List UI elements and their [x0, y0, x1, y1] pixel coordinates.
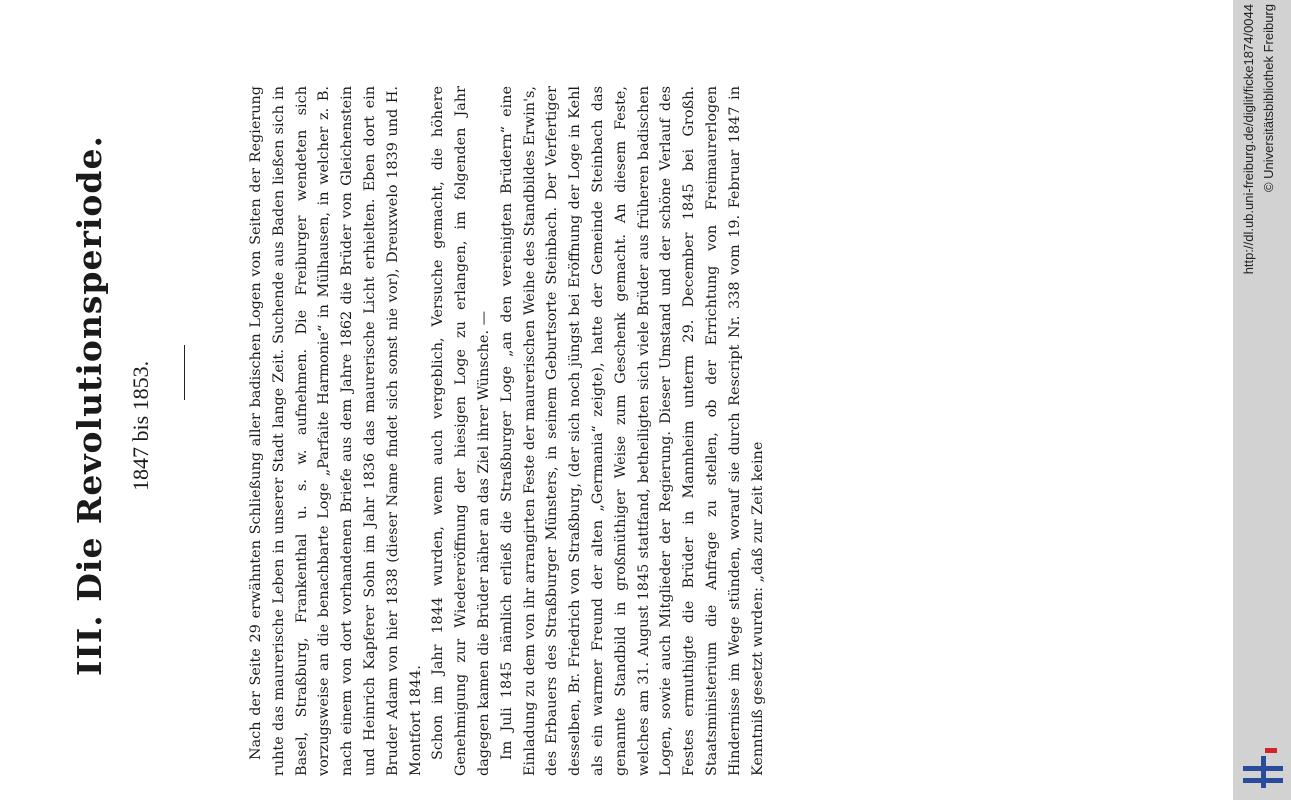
sidebar: [1233, 0, 1291, 800]
ub-freiburg-logo-icon: [1243, 748, 1283, 788]
permalink[interactable]: http://dl.ub.uni-freiburg.de/diglit/ficke1874/0044: [1241, 4, 1256, 275]
paragraph: Nach der Seite 29 erwähnten Schließung aller badischen Logen von Seiten der Regierung ruhte das maurerische Leben in unserer Stadt lange Zeit. Suchende aus Baden ließen sich in Basel, Straßburg, Frankenthal u. s. w. aufnehmen. Die Freiburger wendeten sich vorzugsweise an die benachbarte Loge „Parfaite Harmonie“ in Mülhausen, in welcher z. B. nach einem von dort vorhandenen Briefe aus dem Jahre 1862 die Brüder von Gleichenstein und Heinrich Kapferer Sohn im Jahr 1836 das maurerische Licht erhielten. Eben dort ein Bruder Adam von hier 1838 (dieser Name findet sich sonst nie vor), Dreuxwelo 1839 und H. Montfort 1844.: [248, 86, 424, 776]
paragraph: Im Juli 1845 nämlich erließ die Straßburger Loge „an den vereinigten Brüdern“ eine Einladung zu dem von ihr arrangirten Feste der maurerischen Weihe des Standbildes Erwin's, des Erbauers des Straßburger Münsters, in seinem Geburtsorte Steinbach. Der Verfertiger desselben, Br. Friedrich von Straßburg, (der sich noch jüngst bei Eröffnung der Loge in Kehl als ein warmer Freund der alten „Germania“ zeigte), hatte der Gemeinde Steinbach das genannte Standbild in großmüthiger Weise zum Geschenk gemacht. An diesem Feste, welches am 31. August 1845 stattfand, betheiligten sich viele Brüder aus früheren badischen Logen, sowie auch Mitglieder der Regierung. Dieser Umstand und der schöne Verlauf des Festes ermuthigte die Brüder in Mannheim unterm 29. December 1845 bei Großh. Staatsministerium die Anfrage zu stellen, ob der Errichtung von Freimaurerlogen Hindernisse im Wege stünden, worauf sie durch Rescript Nr. 338 vom 19. Februar 1847 in Kenntniß gesetzt wurden: „daß zur Zeit keine: [498, 86, 766, 776]
copyright-notice: © Universitätsbibliothek Freiburg: [1261, 4, 1276, 193]
paragraph: Schon im Jahr 1844 wurden, wenn auch vergeblich, Versuche gemacht, die höhere Genehmigung zur Wiedereröffnung der hiesigen Loge zu erlangen, im folgenden Jahr dagegen kamen die Brüder näher an das Ziel ihrer Wünsche. —: [430, 86, 492, 776]
title-divider: [184, 345, 185, 400]
body-text: [245, 86, 769, 776]
rotated-page-content: [50, 86, 885, 776]
chapter-title: III. Die Revolutionsperiode.: [70, 135, 109, 676]
sidebar-text: [1239, 4, 1279, 794]
chapter-subtitle: 1847 bis 1853.: [128, 360, 153, 491]
